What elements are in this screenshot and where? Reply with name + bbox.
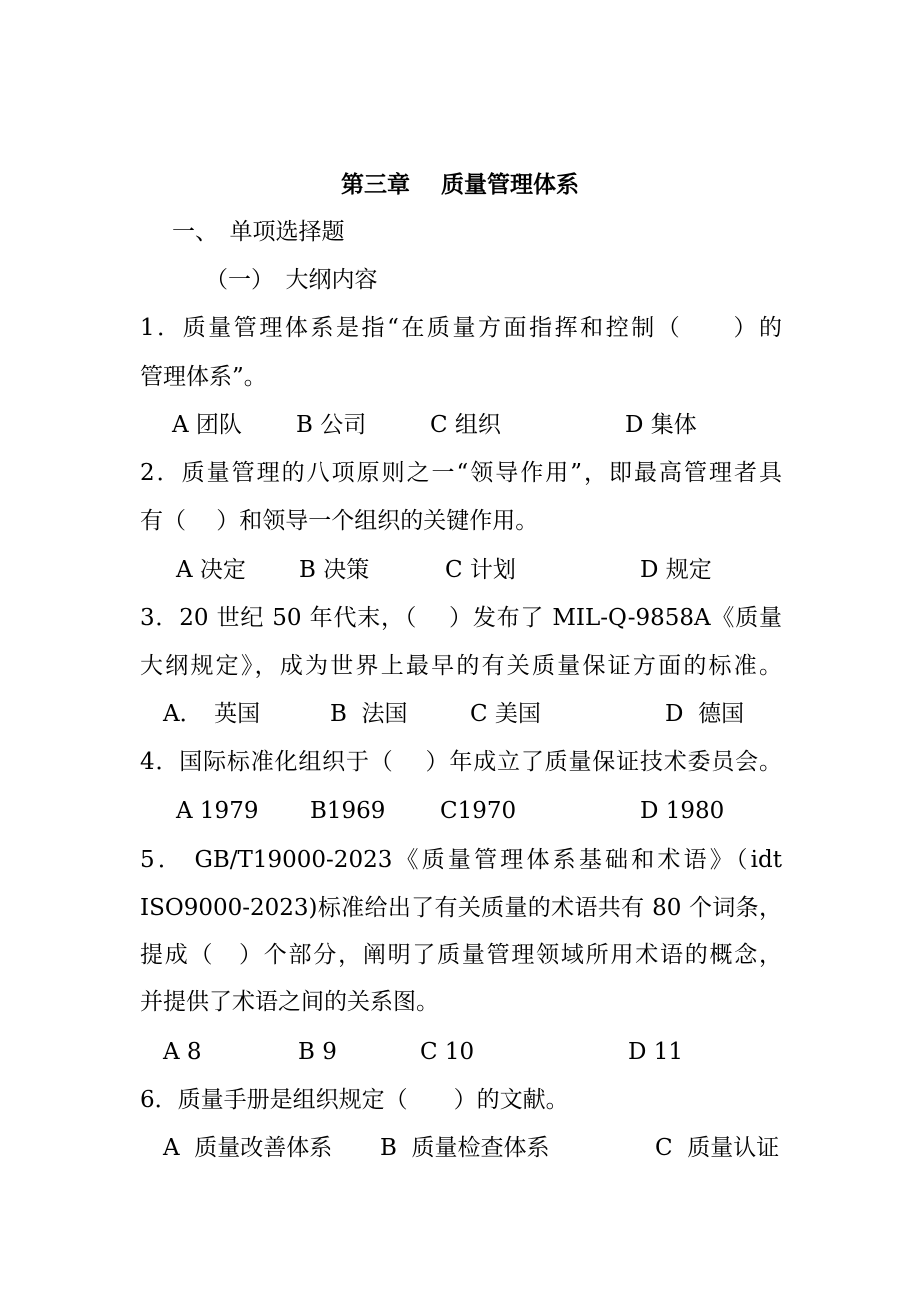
question-5-option-d: D 11 bbox=[628, 1039, 684, 1065]
question-5-line-1: 5． GB/T19000-2023《质量管理体系基础和术语》（idt bbox=[140, 847, 782, 873]
question-3-option-c: C 美国 bbox=[470, 701, 541, 727]
question-5-line-3: 提成（ ）个部分，阐明了质量管理领域所用术语的概念， bbox=[140, 942, 782, 968]
question-5-line-4: 并提供了术语之间的关系图。 bbox=[140, 989, 439, 1015]
question-6-option-a: A 质量改善体系 bbox=[163, 1135, 333, 1161]
chapter-title: 第三章 质量管理体系 bbox=[340, 171, 579, 198]
question-4-line-1: 4．国际标准化组织于（ ）年成立了质量保证技术委员会。 bbox=[140, 749, 782, 775]
subsection-heading: （一） 大纲内容 bbox=[205, 267, 378, 293]
question-2-line-2: 有（ ）和领导一个组织的关键作用。 bbox=[140, 508, 539, 534]
question-5-option-b: B 9 bbox=[298, 1039, 337, 1065]
question-2-option-b: B 决策 bbox=[299, 557, 370, 583]
question-5-line-2: ISO9000-2023)标准给出了有关质量的术语共有 80 个词条， bbox=[140, 895, 782, 921]
question-3-line-2: 大纲规定》，成为世界上最早的有关质量保证方面的标准。 bbox=[140, 653, 782, 679]
question-3-option-b: B 法国 bbox=[330, 701, 408, 727]
question-1-option-d: D 集体 bbox=[625, 412, 697, 438]
question-5-option-a: A 8 bbox=[163, 1039, 202, 1065]
question-1-option-a: A 团队 bbox=[172, 412, 242, 438]
question-5-option-c: C 10 bbox=[420, 1039, 475, 1065]
question-4-option-b: B1969 bbox=[310, 798, 386, 824]
question-1-option-c: C 组织 bbox=[430, 412, 501, 438]
question-6-option-b: B 质量检查体系 bbox=[380, 1135, 550, 1161]
question-4-option-a: A 1979 bbox=[176, 798, 259, 824]
question-2-line-1: 2．质量管理的八项原则之一“领导作用”，即最高管理者具 bbox=[140, 460, 782, 486]
question-6-line-1: 6．质量手册是组织规定（ ）的文献。 bbox=[140, 1087, 569, 1113]
question-6-option-c: C 质量认证 bbox=[655, 1135, 780, 1161]
question-2-option-d: D 规定 bbox=[640, 557, 712, 583]
question-1-option-b: B 公司 bbox=[296, 412, 367, 438]
question-1-line-1: 1．质量管理体系是指“在质量方面指挥和控制（ ）的 bbox=[140, 315, 782, 341]
question-2-option-a: A 决定 bbox=[176, 557, 246, 583]
question-2-option-c: C 计划 bbox=[445, 557, 516, 583]
question-4-option-d: D 1980 bbox=[640, 798, 725, 824]
section-heading: 一、 单项选择题 bbox=[172, 219, 345, 245]
question-3-option-a: A． 英国 bbox=[163, 701, 261, 727]
question-3-line-1: 3．20 世纪 50 年代末，（ ）发布了 MIL-Q-9858A《质量 bbox=[140, 605, 782, 631]
question-1-line-2: 管理体系”。 bbox=[140, 364, 267, 390]
question-4-option-c: C1970 bbox=[440, 798, 517, 824]
question-3-option-d: D 德国 bbox=[665, 701, 745, 727]
